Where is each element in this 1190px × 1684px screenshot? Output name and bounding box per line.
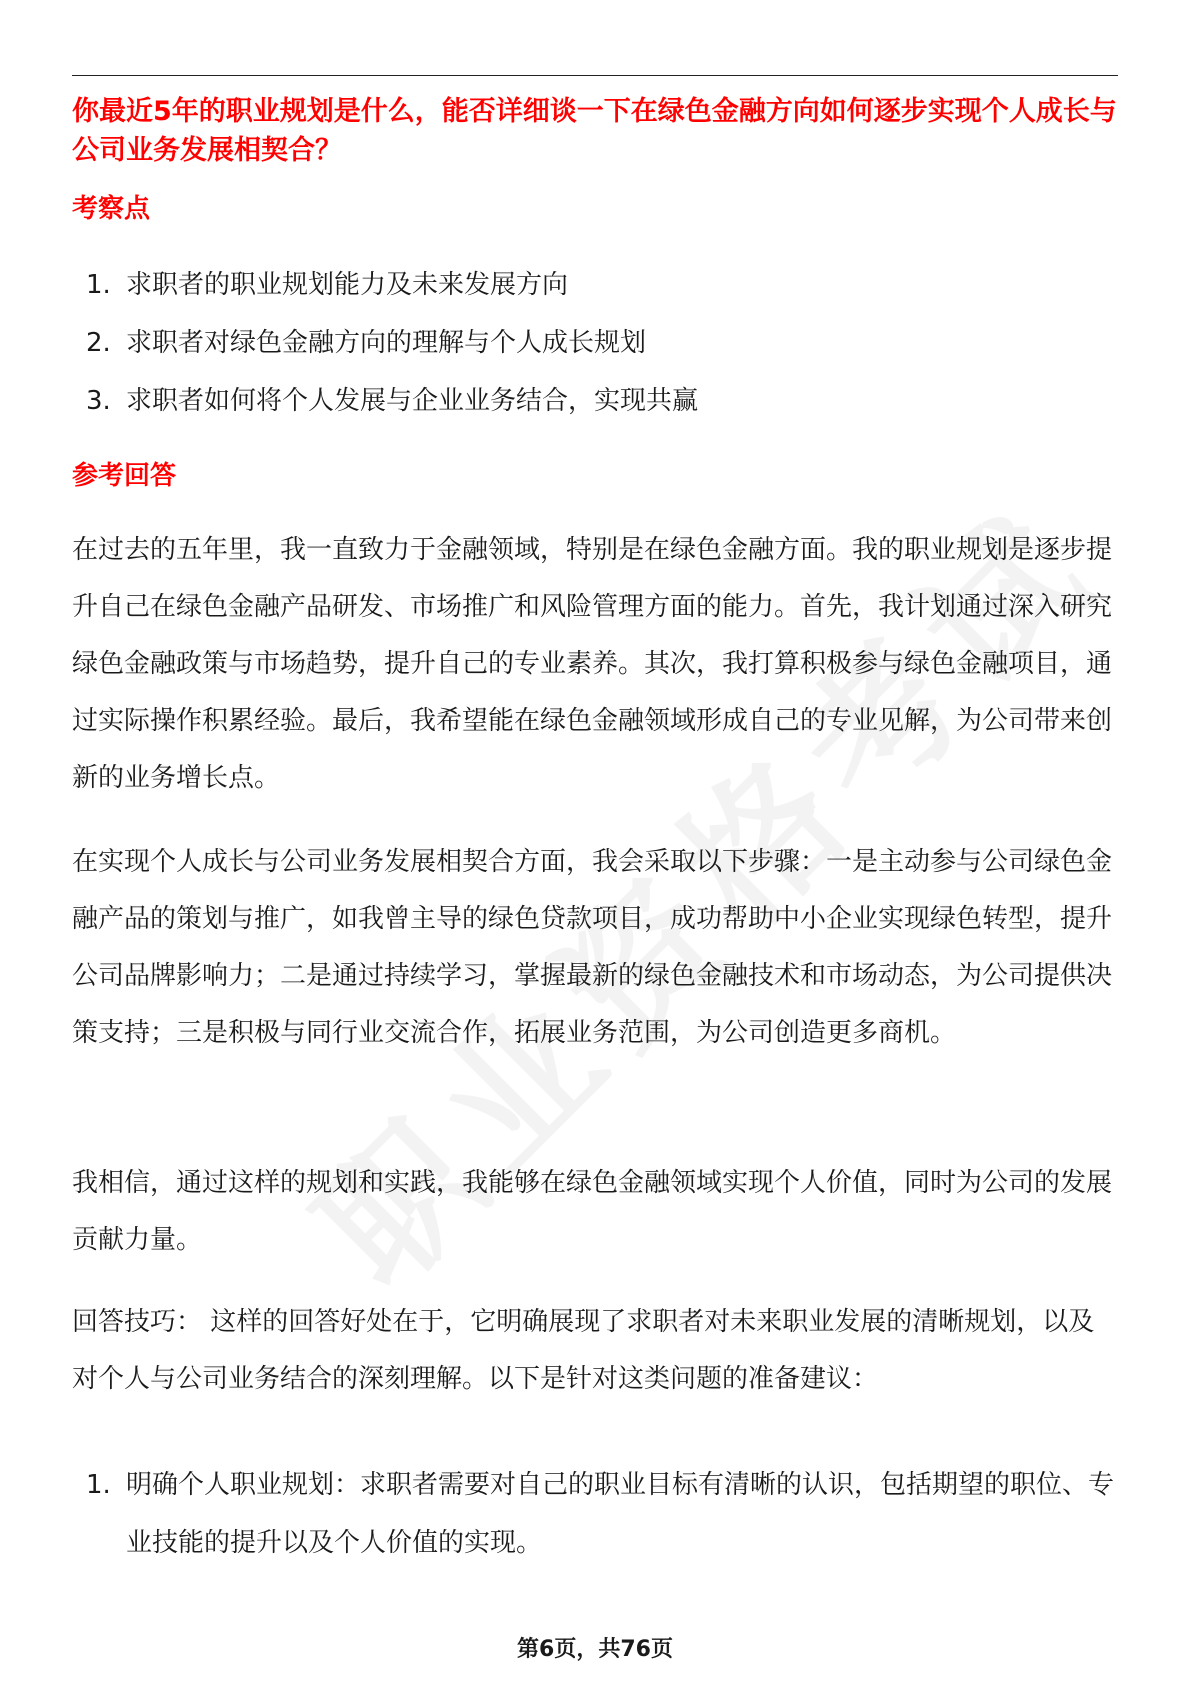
answer-heading: 参考回答: [72, 461, 177, 491]
focus-heading: 考察点: [72, 194, 151, 224]
list-text: 明确个人职业规划：求职者需要对自己的职业目标有清晰的认识，包括期望的职位、专业技能的提升以及个人价值的实现。: [126, 1470, 1115, 1558]
list-text: 求职者对绿色金融方向的理解与个人成长规划: [126, 328, 647, 358]
list-item: [72, 322, 1118, 380]
tips-list: [72, 1456, 1118, 1572]
top-rule: [72, 75, 1118, 76]
list-number: 1.: [86, 270, 111, 300]
page-footer: 第6页，共76页: [517, 1637, 673, 1662]
question-title: 你最近5年的职业规划是什么，能否详细谈一下在绿色金融方向如何逐步实现个人成长与公司业务发展相契合？: [72, 96, 1117, 166]
answer-paragraph: 在实现个人成长与公司业务发展相契合方面，我会采取以下步骤：一是主动参与公司绿色金融产品的策划与推广，如我曾主导的绿色贷款项目，成功帮助中小企业实现绿色转型，提升公司品牌影响力；二是通过持续学习，掌握最新的绿色金融技术和市场动态，为公司提供决策支持；三是积极与同行业交流合作，拓展业务范围，为公司创造更多商机。: [72, 847, 1113, 1048]
document-page: [72, 0, 1118, 1684]
list-number: 2.: [86, 328, 111, 358]
list-item: [72, 1456, 1118, 1572]
list-text: 求职者如何将个人发展与企业业务结合，实现共赢: [126, 386, 699, 416]
list-number: 3.: [86, 386, 111, 416]
tips-paragraph: 回答技巧： 这样的回答好处在于，它明确展现了求职者对未来职业发展的清晰规划，以及对个人与公司业务结合的深刻理解。以下是针对这类问题的准备建议：: [72, 1307, 1095, 1394]
answer-paragraph: 在过去的五年里，我一直致力于金融领域，特别是在绿色金融方面。我的职业规划是逐步提升自己在绿色金融产品研发、市场推广和风险管理方面的能力。首先，我计划通过深入研究绿色金融政策与市场趋势，提升自己的专业素养。其次，我打算积极参与绿色金融项目，通过实际操作积累经验。最后，我希望能在绿色金融领域形成自己的专业见解，为公司带来创新的业务增长点。: [72, 535, 1113, 793]
list-number: 1.: [86, 1470, 111, 1500]
focus-points-list: [72, 264, 1118, 438]
list-item: [72, 380, 1118, 438]
list-text: 求职者的职业规划能力及未来发展方向: [126, 270, 569, 300]
answer-paragraph: 我相信，通过这样的规划和实践，我能够在绿色金融领域实现个人价值，同时为公司的发展贡献力量。: [72, 1168, 1113, 1255]
list-item: [72, 264, 1118, 322]
